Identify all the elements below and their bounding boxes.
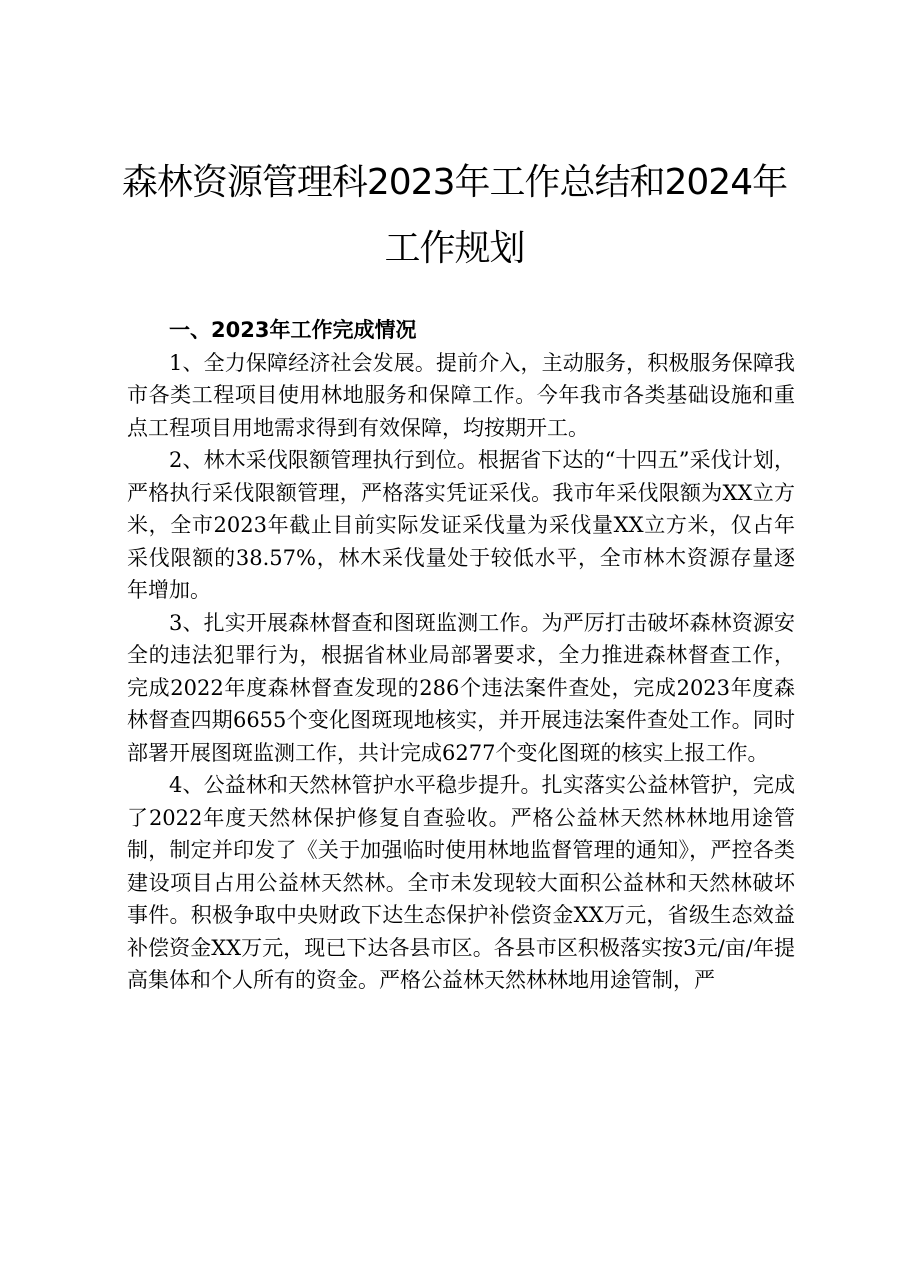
paragraph-4: 4、公益林和天然林管护水平稳步提升。扎实落实公益林管护，完成了2022年度天然林保护修复自查验收。严格公益林天然林林地用途管制，制定并印发了《关于加强临时使用林地监督管理的通知》，严控各类建设项目占用公益林天然林。全市未发现较大面积公益林和天然林破坏事件。积极争取中央财政下达生态保护补偿资金XX万元，省级生态效益补偿资金XX万元，现已下达各县市区。各县市区积极落实按3元/亩/年提高集体和个人所有的资金。严格公益林天然林林地用途管制，严 (127, 773, 795, 992)
section-heading: 一、2023年工作完成情况 (169, 318, 417, 342)
document-body (127, 314, 795, 997)
document-title: 森林资源管理科2023年工作总结和2024年工作规划 (121, 162, 788, 269)
paragraph-2: 2、林木采伐限额管理执行到位。根据省下达的“十四五”采伐计划，严格执行采伐限额管理，严格落实凭证采伐。我市年采伐限额为XX立方米，全市2023年截止目前实际发证采伐量为采伐量XX立方米，仅占年采伐限额的38.57%，林木采伐量处于较低水平，全市林木资源存量逐年增加。 (127, 448, 795, 602)
paragraph-3: 3、扎实开展森林督查和图斑监测工作。为严厉打击破坏森林资源安全的违法犯罪行为，根据省林业局部署要求，全力推进森林督查工作，完成2022年度森林督查发现的286个违法案件查处，完成2023年度森林督查四期6655个变化图斑现地核实，并开展违法案件查处工作。同时部署开展图斑监测工作，共计完成6277个变化图斑的核实上报工作。 (127, 610, 795, 765)
paragraph-1: 1、全力保障经济社会发展。提前介入，主动服务，积极服务保障我市各类工程项目使用林地服务和保障工作。今年我市各类基础设施和重点工程项目用地需求得到有效保障，均按期开工。 (127, 350, 795, 440)
